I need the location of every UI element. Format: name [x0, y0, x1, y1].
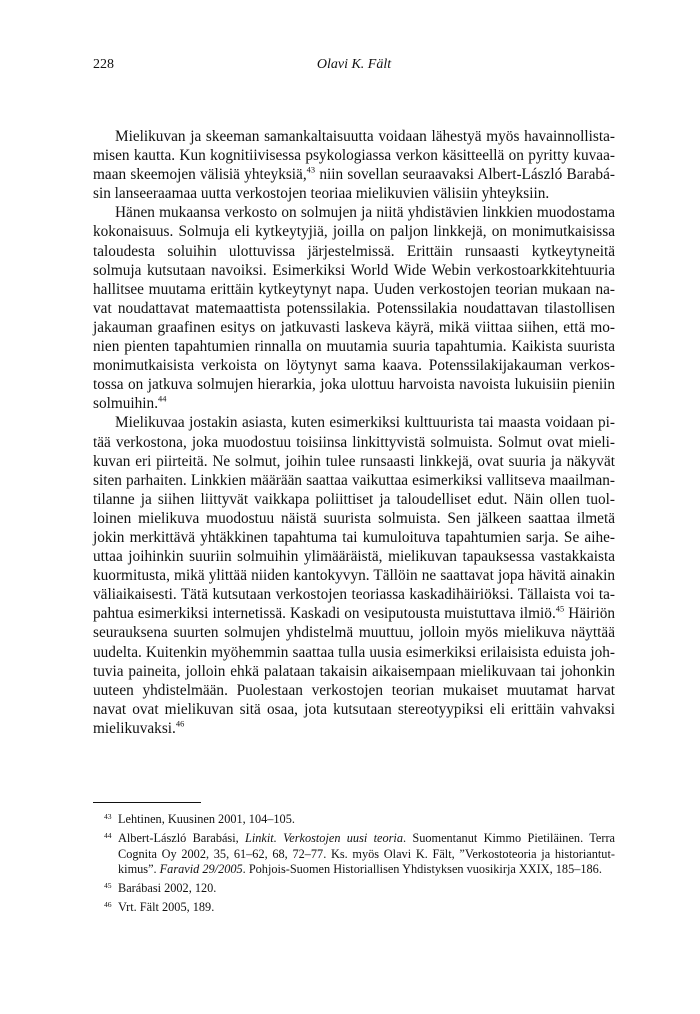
footnote-ref[interactable]: 44	[158, 395, 167, 405]
paragraph: Mielikuvaa jostakin asiasta, kuten esimerkiksi kulttuurista tai maasta voidaan pitää verkostona, joka muodostuu toisiinsa linkittyvistä solmuista. Solmut ovat mielikuvan eri piirteitä. Ne solmut, joihin tulee runsaasti linkkejä, ovat suuria ja näkyvät siten parhaiten. Linkkien määrään saattaa vaikuttaa esimerkiksi vallitseva maailmantilanne ja siihen liittyvät vaikkapa poliittiset ja taloudelliset edut. Näin ollen tuolloinen mielikuva muodostuu näistä suurista solmuista. Sen jälkeen saattaa ilmetä jokin merkittävä yhtäkkinen tapahtuma tai kumuloituva tapahtumien sarja. Se aiheuttaa joihinkin suuriin solmuihin ylimääräistä, mielikuvan tapauksessa vastakkaista kuormitusta, mikä ylittää niiden kantokyvyn. Tällöin ne saattavat jopa hävitä ainakin väliaikaisesti. Tätä kutsutaan verkostojen teoriassa kaskadihäiriöksi. Tällaista voi tapahtua esimerkiksi internetissä. Kaskadi on vesiputousta muistuttava ilmiö.$^{45}$ Häiriön seurauksena suurten solmujen yhdistelmä muuttuu, jolloin myös mielikuva näyttää uudelta. Kuitenkin myöhemmin saattaa tulla uusia esimerkiksi erilaisista eduista johtuvia paineita, jolloin ehkä palataan takaisin aikaisempaan mielikuvaan tai johonkin uuteen yhdistelmään. Puolestaan verkostojen teorian mukaiset muutamat harvat navat ovat mielikuvan sitä osaa, jota kutsutaan stereotyypiksi eli erittäin vahvaksi mielikuvaksi.$^{46}$	[93, 414, 615, 737]
footnote: 46 Vrt. Fält 2005, 189.	[104, 899, 215, 914]
footnotes	[93, 812, 615, 919]
running-head-author: Olavi K. Fält	[316, 57, 392, 72]
footnote: 43 Lehtinen, Kuusinen 2001, 104–105.	[104, 812, 295, 826]
paragraph: Mielikuvan ja skeeman samankaltaisuutta voidaan lähestyä myös havainnollistamisen kautta. Kun kognitiivisessa psykologiassa verkon käsitteellä on pyritty kuvaamaan skeemojen välisiä yhteyksiä,$^{43}$ niin sovellan seuraavaksi Albert-László Barabásin lanseeraamaa uutta verkostojen teoriaa mielikuvien välisiin yhteyksiin.	[93, 128, 615, 203]
page-header	[93, 56, 615, 74]
footnote: 45 Barábasi 2002, 120.	[104, 881, 217, 896]
footnote-number: 45	[104, 881, 112, 891]
body-text	[93, 127, 615, 738]
footnote-ref[interactable]: 45	[555, 605, 565, 615]
footnote-ref[interactable]: 43	[306, 165, 316, 175]
book-title: Linkit. Verkostojen uusi teoria	[245, 830, 403, 845]
journal-title: Faravid 29/2005	[159, 862, 243, 877]
footnote-divider	[93, 802, 201, 803]
footnote: 44 Albert-László Barabási, Linkit. Verkostojen uusi teoria. Suomentanut Kimmo Pietiläinen. Terra Cognita Oy 2002, 35, 61–62, 68, 72–77. Ks. myös Olavi K. Fält, ”Verkostoteoria ja historiantutkimus”. Faravid 29/2005. Pohjois-Suomen Historiallisen Yhdistyksen vuosikirja XXIX, 185–186.	[104, 830, 615, 877]
footnote-ref[interactable]: 46	[175, 719, 185, 729]
paragraph: Hänen mukaansa verkosto on solmujen ja niitä yhdistävien linkkien muodostama kokonaisuus. Solmuja eli kytkeytyjiä, joilla on paljon linkkejä, on monimutkaisissa taloudesta soluihin ulottuvissa järjestelmissä. Erittäin runsaasti kytkeytyneitä solmuja kutsutaan navoiksi. Esimerkiksi World Wide Webin verkostoarkkitehtuuria hallitsee muutama erittäin kytkeytynyt napa. Uuden verkostojen teorian mukaan navat noudattavat matemaattista potenssilakia. Potenssilakia noudattavan tilastollisen jakauman graafinen esitys on jatkuvasti laskeva käyrä, mikä viittaa siihen, että monien pienten tapahtumien rinnalla on muutamia suuria tapahtumia. Kaikista suurista monimutkaisista verkoista on löytynyt sama kaava. Potenssilakijakauman verkostossa on jatkuva solmujen hierarkia, joka ulottuu harvoista navoista lukuisiin pieniin solmuihin.$^{44}$	[93, 204, 615, 413]
footnote-number: 46	[104, 899, 112, 909]
page-number: 228	[93, 57, 114, 72]
footnote-number: 44	[104, 830, 112, 840]
footnote-number: 43	[104, 812, 112, 821]
